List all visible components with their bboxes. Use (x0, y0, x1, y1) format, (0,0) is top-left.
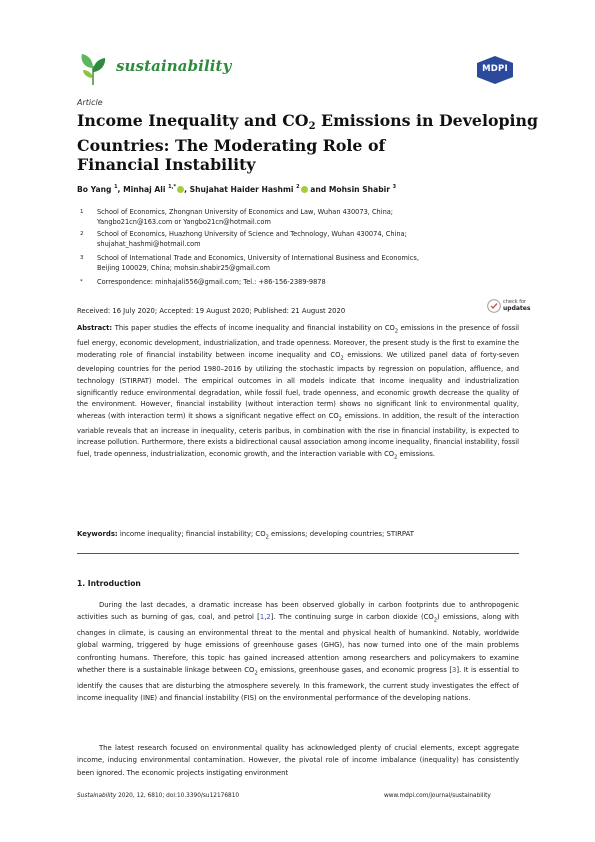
affiliation-1: 1 School of Economics, Zhongnan University of Economics and Law, Wuhan 430073, China; Yangbo21cn@163.com or Yangbo21cn@hotmail.com (80, 208, 394, 227)
intro-paragraph-1: During the last decades, a dramatic increase has been observed globally in carbon footprints due to anthropogenic activities such as burning of gas, coal, and petrol [1,2]. The continuing surge in carbon dioxide $(CO_2)$ emissions, along with changes in climate, is causing an environmental threat to the mental and physical health of humankind. Notably, worldwide global warming, triggered by huge emissions of greenhouse gases (GHG), has now turned into one of the main problems confronting humans. Therefore, this topic has gained increased attention among researchers and policymakers to examine whether there is a sustainable linkage between $CO_2$ emissions, greenhouse gases, and economic progress [3]. It is essential to identify the causes that are disturbing the atmosphere severely. In this framework, the current study investigates the effect of income inequality (INE) and financial instability (FIS) on the environmental performance of the developing nations. (77, 601, 519, 702)
affiliation-2: 2 School of Economics, Huazhong University of Science and Technology, Wuhan 430074, China; shujahat_hashmi@hotmail.com (80, 230, 407, 249)
publisher-name: MDPI (482, 64, 508, 74)
citation-link[interactable]: 3 (452, 665, 457, 674)
footer-website-link[interactable]: www.mdpi.com/journal/sustainability (384, 793, 491, 799)
publication-dates: Received: 16 July 2020; Accepted: 19 August 2020; Published: 21 August 2020 (77, 307, 346, 315)
correspondence: * Correspondence: minhajali556@gmail.com; Tel.: +86-156-2389-9878 (80, 278, 326, 286)
check-badge-line2[interactable]: updates (503, 305, 531, 312)
journal-leaf-logo (78, 52, 108, 86)
citation-link[interactable]: 1 (259, 613, 265, 622)
check-badge-line1[interactable]: check for (503, 299, 527, 305)
orcid-icon[interactable] (301, 186, 308, 193)
article-type: Article (77, 98, 103, 107)
section-divider (77, 553, 519, 554)
keywords: Keywords: income inequality; financial instability; $CO_2$ emissions; developing countries; STIRPAT (77, 530, 415, 541)
citation-link[interactable]: 2 (266, 613, 271, 622)
abstract: Abstract: This paper studies the effects of income inequality and financial instability on $CO_2$ emissions in the presence of fossil fuel energy, economic development, industrialization, and trade openness. Moreover, the present study is the first to examine the moderating role of financial instability between income inequality and $CO_2$ emissions. We utilized panel data of forty-seven developing countries for the period 1980–2016 by utilizing the stochastic impacts by regression on population, affluence, and technology (STIRPAT) model. The empirical outcomes in all models indicate that income inequality and industrialization significantly reduce environmental degradation, while fossil fuel, trade openness, and economic growth decrease the quality of the environment. However, financial instability (without interaction term) shows no significant link to environmental quality, whereas (with interaction term) it shows a significant negative effect on $CO_2$ emissions. In addition, the result of the interaction variable reveals that an increase in inequality, ceteris paribus, in combination with the rise in financial instability, is expected to increase pollution. Furthermore, there exists a bidirectional causal association among income inequality, financial instability, fossil fuel, trade openness, industrialization, economic growth, and the interaction variable with $CO_2$ emissions. (77, 324, 519, 461)
journal-name: sustainability (116, 57, 232, 75)
intro-paragraph-2: The latest research focused on environmental quality has acknowledged plenty of crucial elements, except aggregate income, inducing environmental contamination. However, the pivotal role of income imbalance (inequality) has consistently been ignored. The economic projects instigating environment (77, 744, 519, 777)
author-list: Bo Yang $^1$, Minhaj Ali $^{1,*}$ , Shujahat Haider Hashmi $^2$ and Mohsin Shabir $^3$ (77, 184, 397, 194)
article-title: Income Inequality and CO2 Emissions in Developing Countries: The Moderating Role of Financial Instability (77, 111, 539, 174)
check-for-updates-icon[interactable] (487, 299, 501, 313)
section-heading-introduction: 1. Introduction (77, 579, 141, 588)
affiliation-3: 3 School of International Trade and Economics, University of International Business and Economics, Beijing 100029, China; mohsin.shabir25@gmail.com (80, 254, 419, 273)
footer-citation: Sustainability 2020, 12, 6810; doi:10.3390/su12176810 (77, 793, 240, 799)
